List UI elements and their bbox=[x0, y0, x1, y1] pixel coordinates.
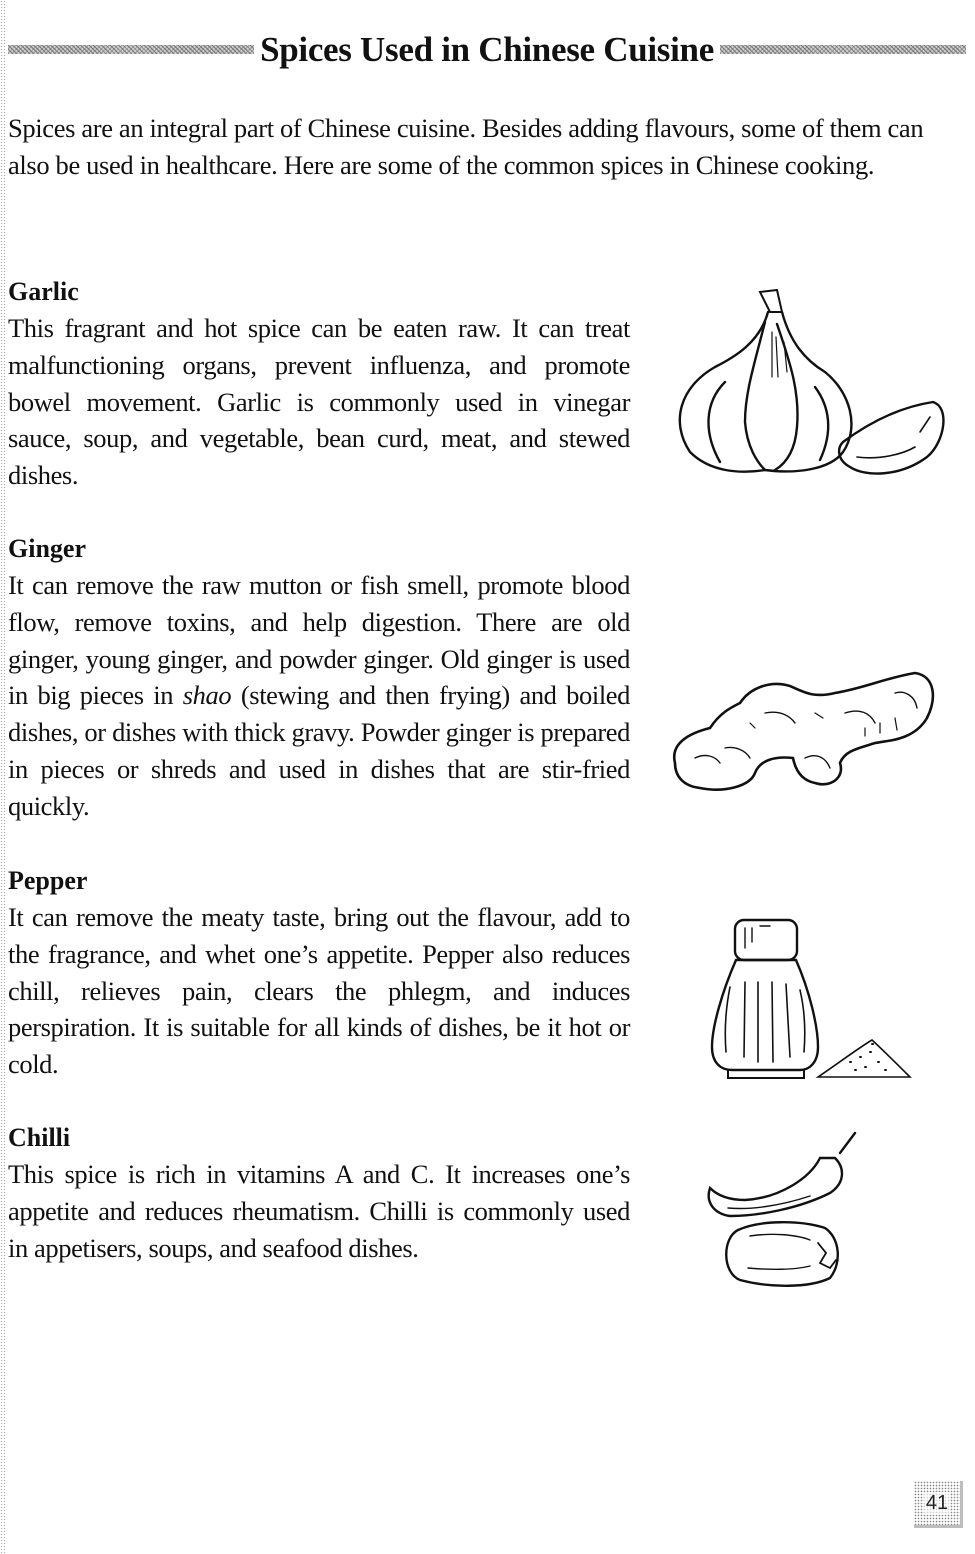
italic-term: shao bbox=[182, 680, 232, 711]
page-number-box bbox=[914, 1481, 963, 1528]
page-number: 41 bbox=[925, 1491, 949, 1514]
section-chilli bbox=[8, 1119, 630, 1266]
chilli-illustration-icon bbox=[700, 1128, 860, 1288]
section-body: It can remove the raw mutton or fish smell, promote blood flow, remove toxins, and help digestion. There are old ginger, young ginger, and powder ginger. Old ginger is used in big pieces in shao (stewing and then frying) and boiled dishes, or dishes with thick gravy. Powder ginger is prepared in pieces or shreds and used in dishes that are stir-fried quickly. bbox=[8, 570, 631, 821]
section-body: This fragrant and hot spice can be eaten raw. It can treat malfunctioning organs, prevent influenza, and promote bowel movement. Garlic is commonly used in vinegar sauce, soup, and vegetable, bean curd, meat, and stewed dishes. bbox=[8, 313, 630, 491]
title-decor-bar-left bbox=[8, 45, 254, 54]
section-heading: Garlic bbox=[8, 277, 79, 306]
pepper-shaker-illustration-icon bbox=[700, 912, 920, 1084]
section-heading: Pepper bbox=[8, 866, 88, 895]
ginger-illustration-icon bbox=[665, 668, 940, 796]
title-row bbox=[8, 24, 966, 74]
section-heading: Ginger bbox=[8, 534, 86, 563]
section-body: It can remove the meaty taste, bring out the flavour, add to the fragrance, and whet one’s appetite. Pepper also reduces chill, relieves pain, clears the phlegm, and induces perspiration. It is suitable for all kinds of dishes, be it hot or cold. bbox=[8, 902, 630, 1080]
section-ginger bbox=[8, 530, 630, 825]
intro-paragraph: Spices are an integral part of Chinese cuisine. Besides adding flavours, some of them can also be used in healthcare. Here are some of the common spices in Chinese cooking. bbox=[8, 113, 924, 180]
section-pepper bbox=[8, 862, 630, 1083]
section-garlic bbox=[8, 273, 630, 494]
section-body: This spice is rich in vitamins A and C. It increases one’s appetite and reduces rheumatism. Chilli is commonly used in appetisers, soups, and seafood dishes. bbox=[8, 1159, 630, 1263]
section-heading: Chilli bbox=[8, 1123, 71, 1152]
garlic-illustration-icon bbox=[665, 282, 950, 482]
title-decor-bar-right bbox=[720, 45, 966, 54]
scan-edge-texture bbox=[0, 0, 6, 1554]
page-title: Spices Used in Chinese Cuisine bbox=[260, 29, 714, 69]
